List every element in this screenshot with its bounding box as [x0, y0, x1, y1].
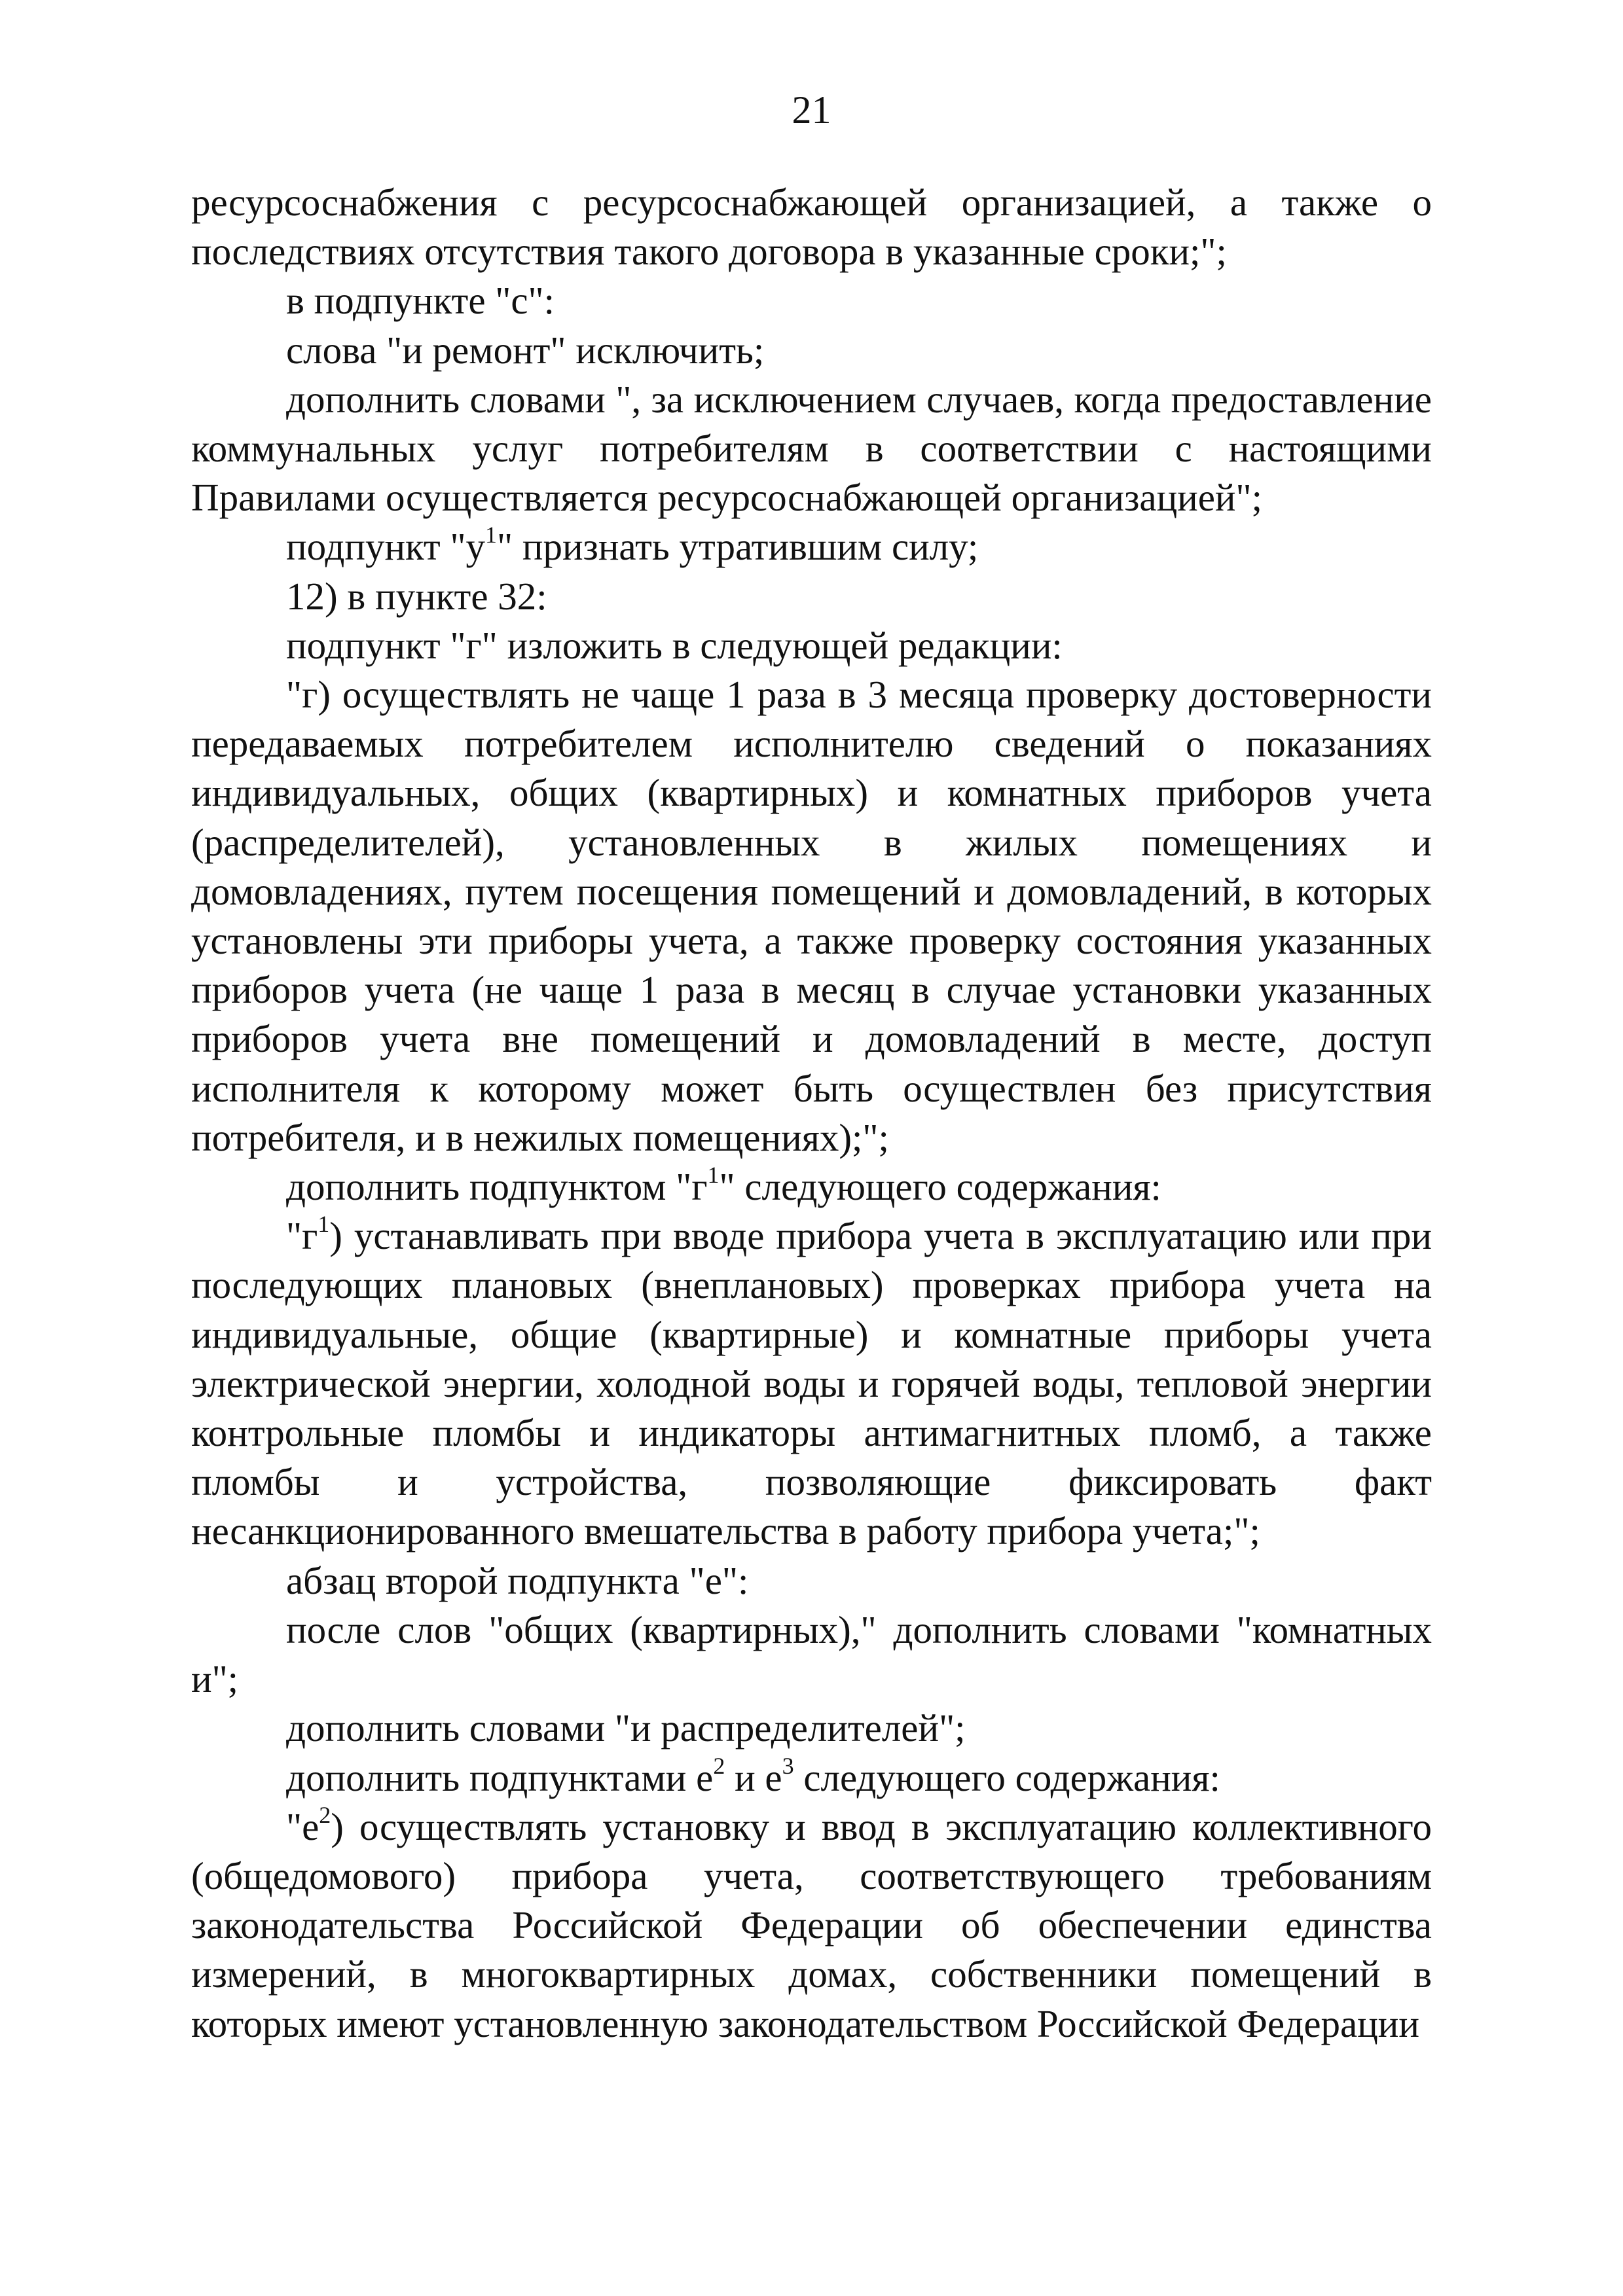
paragraph: подпункт "г" изложить в следующей редакции:	[286, 623, 1063, 667]
superscript: 1	[485, 522, 498, 548]
paragraph	[191, 1803, 1432, 2049]
text-run: и е	[725, 1755, 782, 1799]
text-run: "г	[286, 1214, 318, 1258]
superscript: 2	[713, 1752, 725, 1779]
text-run: следующего содержания:	[793, 1755, 1220, 1799]
superscript: 1	[318, 1211, 330, 1238]
text-run: " следующего содержания:	[719, 1165, 1161, 1209]
paragraph	[191, 522, 1432, 571]
document-body	[191, 178, 1432, 2049]
text-run: ) осуществлять установку и ввод в эксплуатацию коллективного (общедомового) прибора учета, соответствующего требованиям законодательства Российской Федерации об обеспечении единства измерений, в многоквартирных домах, собственники помещений в которых имеют установленную законодательством Российской Федерации	[191, 1804, 1432, 2045]
text-run: "е	[286, 1804, 319, 1848]
text-run: " признать утратившим силу;	[497, 525, 979, 569]
paragraph	[191, 1162, 1432, 1211]
paragraph: "г) осуществлять не чаще 1 раза в 3 месяца проверку достоверности передаваемых потребителем исполнителю сведений о показаниях индивидуальных, общих (квартирных) и комнатных приборов учета (распределителей), установленных в жилых помещениях и домовладениях, путем посещения помещений и домовладений, в которых установлены эти приборы учета, а также проверку состояния указанных приборов учета (не чаще 1 раза в месяц в случае установки указанных приборов учета вне помещений и домовладений в месте, доступ исполнителя к которому может быть осуществлен без присутствия потребителя, и в нежилых помещениях);";	[191, 673, 1432, 1159]
paragraph: после слов "общих (квартирных)," дополнить словами "комнатных и";	[191, 1607, 1432, 1701]
text-run: дополнить подпунктами е	[286, 1755, 714, 1799]
superscript: 2	[319, 1801, 331, 1828]
paragraph: абзац второй подпункта "е":	[286, 1558, 749, 1602]
paragraph: слова "и ремонт" исключить;	[286, 328, 765, 372]
paragraph: дополнить словами "и распределителей";	[286, 1706, 966, 1750]
paragraph: дополнить словами ", за исключением случаев, когда предоставление коммунальных услуг потребителям в соответствии с настоящими Правилами осуществляется ресурсоснабжающей организацией";	[191, 377, 1432, 520]
superscript: 1	[707, 1162, 720, 1189]
paragraph: в подпункте "с":	[286, 279, 555, 323]
paragraph	[191, 1211, 1432, 1556]
paragraph: ресурсоснабжения с ресурсоснабжающей организацией, а также о последствиях отсутствия такого договора в указанные сроки;";	[191, 181, 1432, 274]
paragraph: 12) в пункте 32:	[286, 574, 547, 618]
superscript: 3	[782, 1752, 794, 1779]
text-run: ) устанавливать при вводе прибора учета в эксплуатацию или при последующих плановых (внеплановых) проверках прибора учета на индивидуальные, общие (квартирные) и комнатные приборы учета электрической энергии, холодной воды и горячей воды, тепловой энергии контрольные пломбы и индикаторы антимагнитных пломб, а также пломбы и устройства, позволяющие фиксировать факт несанкционированного вмешательства в работу прибора учета;";	[191, 1214, 1432, 1553]
paragraph	[191, 1753, 1432, 1803]
text-run: дополнить подпунктом "г	[286, 1165, 708, 1209]
text-run: подпункт "у	[286, 525, 486, 569]
page-number: 21	[792, 88, 831, 132]
